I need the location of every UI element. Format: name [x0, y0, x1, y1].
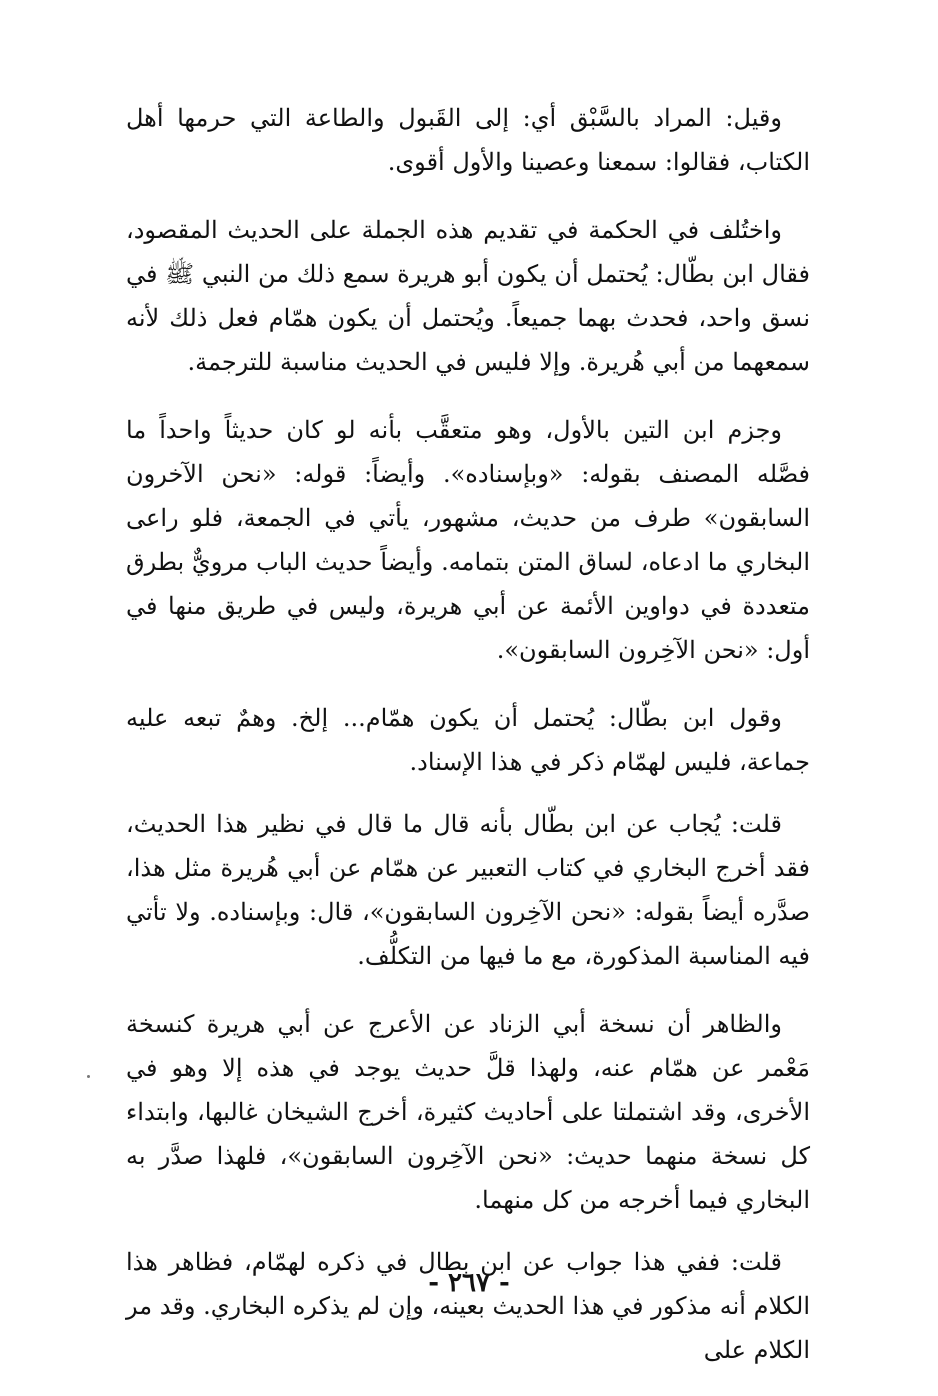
speck-mark: [87, 1075, 90, 1078]
paragraph-6: والظاهر أن نسخة أبي الزناد عن الأعرج عن أبي هريرة كنسخة مَعْمر عن همّام عنه، ولهذا قلَّ حديث يوجد في هذه إلا وهو في الأخرى، وقد اشتملتا على أحاديث كثيرة، أخرج الشيخان غالبها، وابتداء كل نسخة منهما حديث: «نحن الآخِرون السابقون»، فلهذا صدَّر به البخاري فيما أخرجه من كل منهما.: [126, 1010, 810, 1214]
paragraph-1: وقيل: المراد بالسَّبْق أي: إلى القَبول والطاعة التي حرمها أهل الكتاب، فقالوا: سمعنا وعصينا والأول أقوى.: [126, 104, 810, 176]
page-number: - ٢٦٧ -: [428, 1268, 510, 1298]
paragraph-4: وقول ابن بطّال: يُحتمل أن يكون همّام... إلخ. وهمٌ تبعه عليه جماعة، فليس لهمّام ذكر في هذا الإسناد.: [126, 704, 810, 776]
paragraph-5: قلت: يُجاب عن ابن بطّال بأنه قال ما قال في نظير هذا الحديث، فقد أخرج البخاري في كتاب التعبير عن همّام عن أبي هُريرة مثل هذا، صدَّره أيضاً بقوله: «نحن الآخِرون السابقون»، قال: وبإسناده. ولا تأتي فيه المناسبة المذكورة، مع ما فيها من التكلُّف.: [126, 810, 810, 970]
paragraph-2: واختُلف في الحكمة في تقديم هذه الجملة على الحديث المقصود، فقال ابن بطّال: يُحتمل أن يكون أبو هريرة سمع ذلك من النبي ﷺ في نسق واحد، فحدث بهما جميعاً. ويُحتمل أن يكون همّام فعل ذلك لأنه سمعهما من أبي هُريرة. وإلا فليس في الحديث مناسبة للترجمة.: [126, 216, 810, 376]
paragraph-3: وجزم ابن التين بالأول، وهو متعقَّب بأنه لو كان حديثاً واحداً ما فصَّله المصنف بقوله: «وبإسناده». وأيضاً: قوله: «نحن الآخرون السابقون» طرف من حديث، مشهور، يأتي في الجمعة، فلو راعى البخاري ما ادعاه، لساق المتن بتمامه. وأيضاً حديث الباب مرويٌّ بطرق متعددة في دواوين الأئمة عن أبي هريرة، وليس في طريق منها في أول: «نحن الآخِرون السابقون».: [126, 416, 810, 664]
paragraph-7: قلت: ففي هذا جواب عن ابن بطال في ذكره لهمّام، فظاهر هذا الكلام أنه مذكور في هذا الحديث بعينه، وإن لم يذكره البخاري. وقد مر الكلام على: [126, 1248, 810, 1364]
page-body: [126, 96, 810, 1396]
